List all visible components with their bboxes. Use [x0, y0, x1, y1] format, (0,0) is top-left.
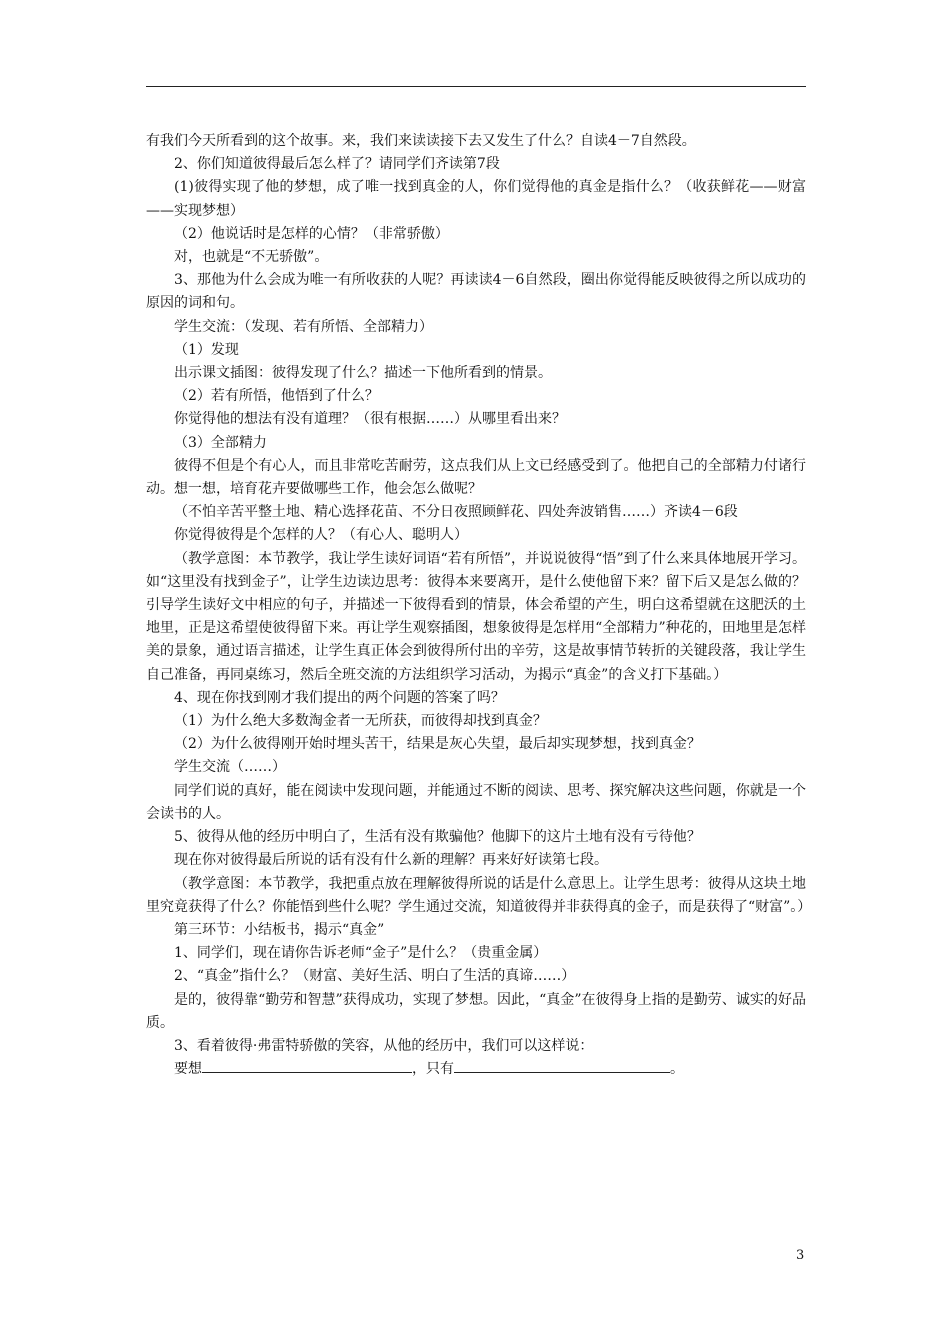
- paragraph: （教学意图：本节教学，我把重点放在理解彼得所说的话是什么意思上。让学生思考：彼得从这块土地里究竟获得了什么？你能悟到些什么呢？学生通过交流，知道彼得并非获得真的金子，而是获得了“财富”。）: [146, 875, 812, 915]
- page-number: 3: [796, 1248, 805, 1263]
- paragraph: 1、同学们，现在请你告诉老师“金子”是什么？（贵重金属）: [174, 945, 548, 962]
- document-body: [146, 130, 812, 1081]
- paragraph: （1）发现: [174, 341, 239, 358]
- paragraph: 有我们今天所看到的这个故事。来，我们来读读接下去又发生了什么？自读4－7自然段。: [146, 133, 696, 149]
- answer-blank-1: [202, 1058, 412, 1073]
- fill-prefix: 要想: [174, 1061, 202, 1078]
- header-rule: [146, 86, 806, 87]
- paragraph: (1)彼得实现了他的梦想，成了唯一找到真金的人，你们觉得他的真金是指什么？（收获鲜花——财富——实现梦想）: [146, 179, 806, 219]
- fill-in-line: [146, 1058, 806, 1081]
- paragraph: 学生交流（……）: [174, 759, 286, 776]
- paragraph: 学生交流：（发现、若有所悟、全部精力）: [174, 318, 433, 335]
- paragraph: （2）若有所悟，他悟到了什么？: [174, 388, 379, 405]
- paragraph: 同学们说的真好，能在阅读中发现问题，并能通过不断的阅读、思考、探究解决这些问题，你就是一个会读书的人。: [146, 782, 806, 822]
- paragraph: 彼得不但是个有心人，而且非常吃苦耐劳，这点我们从上文已经感受到了。他把自己的全部精力付诸行动。想一想，培育花卉要做哪些工作，他会怎么做呢？: [146, 457, 806, 498]
- paragraph: 2、你们知道彼得最后怎么样了？请同学们齐读第7段: [174, 156, 500, 173]
- paragraph: 4、现在你找到刚才我们提出的两个问题的答案了吗？: [174, 689, 505, 706]
- paragraph: 出示课文插图：彼得发现了什么？描述一下他所看到的情景。: [174, 365, 552, 382]
- answer-blank-2: [454, 1058, 670, 1073]
- paragraph: （3）全部精力: [174, 434, 267, 451]
- fill-suffix: 。: [670, 1061, 684, 1078]
- paragraph: 对，也就是“不无骄傲”。: [174, 249, 329, 266]
- paragraph: 3、那他为什么会成为唯一有所收获的人呢？再读读4－6自然段，圈出你觉得能反映彼得之所以成功的原因的词和句。: [146, 272, 806, 312]
- paragraph: （2）他说话时是怎样的心情？（非常骄傲）: [174, 225, 449, 242]
- paragraph: 你觉得他的想法有没有道理？（很有根据……）从哪里看出来？: [174, 411, 566, 428]
- paragraph: （教学意图：本节教学，我让学生读好词语“若有所悟”，并说说彼得“悟”到了什么来具体地展开学习。如“这里没有找到金子”，让学生边读边思考：彼得本来要离开，是什么使他留下来？留下后又是怎么做的？引导学生读好文中相应的句子，并描述一下彼得看到的情景，体会希望的产生，明白这希望就在这肥沃的土地里，正是这希望使彼得留下来。再让学生观察插图，想象彼得是怎样用“全部精力”种花的，田地里是怎样美的景象，通过语言描述，让学生真正体会到彼得所付出的辛劳，这是故事情节转折的关键段落，我让学生自己准备，再同桌练习，然后全班交流的方法组织学习活动，为揭示“真金”的含义打下基础。）: [146, 550, 806, 683]
- paragraph: （不怕辛苦平整土地、精心选择花苗、不分日夜照顾鲜花、四处奔波销售……）齐读4－6段: [174, 504, 738, 521]
- paragraph: 现在你对彼得最后所说的话有没有什么新的理解？再来好好读第七段。: [174, 852, 608, 869]
- paragraph: 5、彼得从他的经历中明白了，生活有没有欺骗他？他脚下的这片土地有没有亏待他？: [174, 829, 701, 846]
- paragraph: 2、“真金”指什么？（财富、美好生活、明白了生活的真谛……）: [174, 968, 576, 985]
- paragraph: 第三环节：小结板书，揭示“真金”: [174, 921, 385, 938]
- paragraph: 是的，彼得靠“勤劳和智慧”获得成功，实现了梦想。因此，“真金”在彼得身上指的是勤劳、诚实的好品质。: [146, 991, 806, 1031]
- fill-middle: ，只有: [412, 1061, 454, 1078]
- paragraph: （2）为什么彼得刚开始时埋头苦干，结果是灰心失望，最后却实现梦想，找到真金？: [174, 736, 701, 753]
- paragraph: 3、看着彼得·弗雷特骄傲的笑容，从他的经历中，我们可以这样说：: [174, 1037, 594, 1054]
- paragraph: （1）为什么绝大多数淘金者一无所获，而彼得却找到真金？: [174, 713, 547, 730]
- paragraph: 你觉得彼得是个怎样的人？（有心人、聪明人）: [174, 527, 468, 544]
